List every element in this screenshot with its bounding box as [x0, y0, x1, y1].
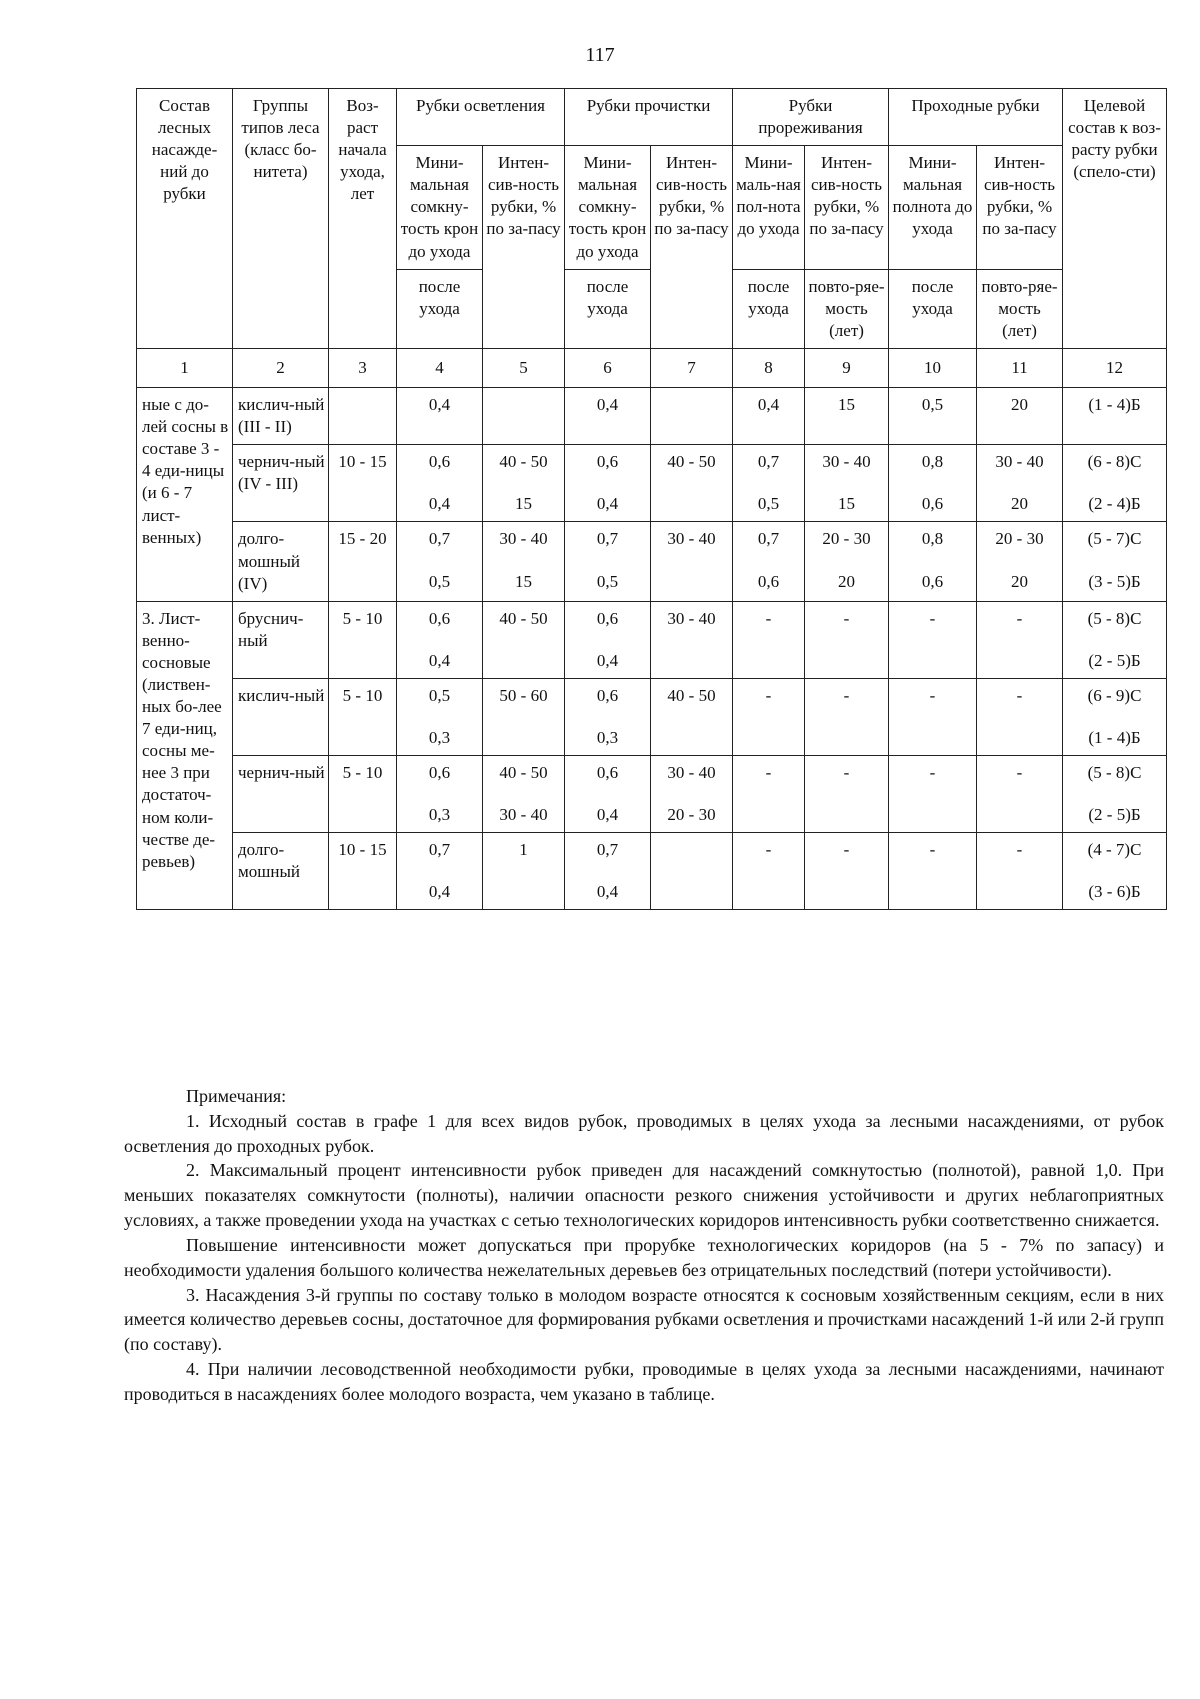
- header-min-closure: Мини-мальная сомкну-тость крон до ухода: [397, 146, 483, 269]
- cell-value: 15: [515, 571, 532, 591]
- cell-value: (5 - 8)С: [1087, 608, 1142, 628]
- cell-value: 15: [838, 395, 856, 415]
- value-cell: [889, 388, 977, 445]
- value-cell: [565, 601, 651, 678]
- value-cell: [889, 601, 977, 678]
- table-row: [137, 678, 1167, 755]
- value-cell: [889, 678, 977, 755]
- value-cell: [483, 445, 565, 522]
- cell-value: 15: [515, 494, 532, 514]
- cell-value: 20 - 30: [667, 805, 716, 825]
- note-paragraph: 3. Насаждения 3-й группы по составу только в молодом возрасте относятся к сосновым хозяйственным секциям, если в них имеется количество деревьев сосны, достаточное для формирования рубками осветления и прочистками насаждений 1-й или 2-й групп (по составу).: [124, 1284, 1164, 1355]
- cell-value: -: [929, 685, 936, 705]
- cell-value: (5 - 8)С: [1087, 763, 1142, 783]
- value-cell: [565, 388, 651, 445]
- value-cell: [977, 522, 1063, 601]
- column-number: 5: [483, 348, 565, 387]
- cell-value: 0,3: [428, 727, 451, 747]
- cell-value: 0,4: [428, 882, 451, 902]
- header-after-care: после ухода: [733, 269, 805, 348]
- forest-type-cell: долго-мошный (IV): [233, 522, 329, 601]
- cell-value: 30 - 40: [667, 763, 716, 783]
- value-cell: [483, 756, 565, 833]
- cell-value: 0,7: [428, 840, 451, 860]
- cell-value: 0,7: [596, 529, 619, 549]
- forest-type-cell: кислич-ный: [233, 678, 329, 755]
- header-intensity: Интен-сив-ность рубки, % по за-пасу: [483, 146, 565, 349]
- value-cell: [483, 601, 565, 678]
- cell-value: 0,5: [428, 571, 451, 591]
- value-cell: [977, 388, 1063, 445]
- cell-value: (3 - 5)Б: [1088, 571, 1141, 591]
- cell-value: 0,5: [757, 494, 780, 514]
- cell-value: 0,3: [596, 727, 619, 747]
- cell-value: -: [765, 840, 772, 860]
- cell-value: 40 - 50: [499, 608, 548, 628]
- value-cell: [977, 601, 1063, 678]
- header-repeatability: повто-ряе-мость (лет): [977, 269, 1063, 348]
- cell-value: 30 - 40: [667, 608, 716, 628]
- value-cell: [1063, 678, 1167, 755]
- value-cell: [805, 522, 889, 601]
- cell-value: 40 - 50: [499, 452, 548, 472]
- header-forest-groups: Группы типов леса (класс бо-нитета): [233, 89, 329, 349]
- cell-value: 0,5: [596, 571, 619, 591]
- cell-value: -: [765, 608, 772, 628]
- value-cell: [977, 678, 1063, 755]
- cell-value: (6 - 8)С: [1087, 452, 1142, 472]
- cell-value: 0,6: [757, 571, 780, 591]
- value-cell: [397, 388, 483, 445]
- cell-value: [654, 727, 729, 749]
- value-cell: [651, 756, 733, 833]
- value-cell: [483, 522, 565, 601]
- cell-value: 20 - 30: [995, 529, 1044, 549]
- column-number: 12: [1063, 348, 1167, 387]
- value-cell: [805, 601, 889, 678]
- cell-value: -: [843, 608, 850, 628]
- cell-value: 15: [838, 494, 856, 514]
- value-cell: [651, 522, 733, 601]
- cell-value: 30 - 40: [499, 805, 548, 825]
- header-min-closure: Мини-мальная сомкну-тость крон до ухода: [565, 146, 651, 269]
- table-row: [137, 601, 1167, 678]
- cell-value: -: [929, 763, 936, 783]
- column-number: 8: [733, 348, 805, 387]
- header-repeatability: повто-ряе-мость (лет): [805, 269, 889, 348]
- cell-value: (1 - 4)Б: [1088, 395, 1141, 415]
- cell-value: -: [929, 608, 936, 628]
- value-cell: [733, 388, 805, 445]
- cell-value: 0,8: [921, 452, 944, 472]
- table-row: [137, 522, 1167, 601]
- cell-value: 0,6: [428, 452, 451, 472]
- table-row: [137, 445, 1167, 522]
- value-cell: [889, 445, 977, 522]
- cell-value: -: [765, 763, 772, 783]
- value-cell: [805, 756, 889, 833]
- value-cell: [805, 388, 889, 445]
- cell-value: 0,6: [596, 452, 619, 472]
- composition-cell: 3. Лист-венно-сосновые (листвен-ных бо-лее 7 еди-ниц, сосны ме-нее 3 при достаточ-ном коли-честве де-ревьев): [137, 601, 233, 910]
- cell-value: 0,4: [428, 650, 451, 670]
- header-passage-cuts: Проходные рубки: [889, 89, 1063, 146]
- cell-value: (6 - 9)С: [1087, 685, 1142, 705]
- cell-value: 0,7: [596, 840, 619, 860]
- notes-section: [124, 1084, 1164, 1407]
- cell-value: 0,6: [428, 763, 451, 783]
- value-cell: [483, 678, 565, 755]
- cell-value: 20 - 30: [822, 529, 871, 549]
- cell-value: [654, 650, 729, 672]
- cell-value: -: [1016, 685, 1023, 705]
- cell-value: 30 - 40: [667, 529, 716, 549]
- table-row: [137, 833, 1167, 910]
- value-cell: [977, 756, 1063, 833]
- value-cell: [733, 522, 805, 601]
- cell-value: (2 - 4)Б: [1088, 494, 1141, 514]
- value-cell: [651, 445, 733, 522]
- forest-type-cell: бруснич-ный: [233, 601, 329, 678]
- value-cell: [733, 445, 805, 522]
- value-cell: [483, 833, 565, 910]
- cell-value: -: [1016, 608, 1023, 628]
- cell-value: [654, 881, 729, 903]
- value-cell: [805, 833, 889, 910]
- cell-value: 0,4: [596, 805, 619, 825]
- forest-type-cell: долго-мошный: [233, 833, 329, 910]
- value-cell: [733, 756, 805, 833]
- value-cell: [733, 833, 805, 910]
- column-number: 9: [805, 348, 889, 387]
- value-cell: [397, 756, 483, 833]
- header-target-composition: Целевой состав к воз-расту рубки (спело-сти): [1063, 89, 1167, 349]
- value-cell: [805, 445, 889, 522]
- cell-value: 0,4: [596, 395, 619, 415]
- cell-value: 0,6: [596, 685, 619, 705]
- cell-value: -: [1016, 840, 1023, 860]
- note-paragraph: 4. При наличии лесоводственной необходимости рубки, проводимые в целях ухода за лесными насаждениями, начинают проводиться в насаждениях более молодого возраста, чем указано в таблице.: [124, 1359, 1164, 1404]
- cell-value: 0,4: [596, 882, 619, 902]
- notes-title: Примечания:: [186, 1086, 287, 1106]
- cell-value: 0,4: [596, 494, 619, 514]
- header-row: [137, 89, 1167, 146]
- header-intensity: Интен-сив-ность рубки, % по за-пасу: [977, 146, 1063, 269]
- value-cell: [483, 388, 565, 445]
- cell-value: (5 - 7)С: [1087, 529, 1142, 549]
- cell-value: (1 - 4)Б: [1088, 727, 1141, 747]
- cell-value: 0,8: [921, 529, 944, 549]
- start-age-cell: 10 - 15: [329, 833, 397, 910]
- start-age-cell: [329, 388, 397, 445]
- cell-value: 1: [519, 840, 528, 860]
- cell-value: 0,3: [428, 805, 451, 825]
- value-cell: [977, 445, 1063, 522]
- cell-value: [654, 493, 729, 515]
- start-age-cell: 5 - 10: [329, 678, 397, 755]
- cell-value: 20: [1011, 571, 1029, 591]
- cell-value: 0,6: [921, 494, 944, 514]
- value-cell: [1063, 756, 1167, 833]
- table-body: [137, 388, 1167, 910]
- note-paragraph: 2. Максимальный процент интенсивности рубок приведен для насаждений сомкнутостью (полнотой), равной 1,0. При меньших показателях сомкнутости (полноты), наличии опасности резкого снижения устойчивости и других неблагоприятных условиях, а также проведении ухода на участках с сетью технологических коридоров интенсивность рубки соответственно снижается.: [124, 1160, 1164, 1231]
- start-age-cell: 10 - 15: [329, 445, 397, 522]
- value-cell: [889, 522, 977, 601]
- value-cell: [397, 445, 483, 522]
- cell-value: [486, 881, 561, 903]
- start-age-cell: 5 - 10: [329, 756, 397, 833]
- header-thinning-cuts: Рубки прореживания: [733, 89, 889, 146]
- cell-value: (4 - 7)С: [1087, 840, 1142, 860]
- cell-value: 20: [838, 571, 856, 591]
- header-min-density: Мини-маль-ная пол-нота до ухода: [733, 146, 805, 269]
- value-cell: [651, 678, 733, 755]
- value-cell: [397, 601, 483, 678]
- value-cell: [1063, 445, 1167, 522]
- column-number: 11: [977, 348, 1063, 387]
- value-cell: [565, 522, 651, 601]
- header-min-density: Мини-мальная полнота до ухода: [889, 146, 977, 269]
- value-cell: [733, 678, 805, 755]
- header-intensity: Интен-сив-ность рубки, % по за-пасу: [651, 146, 733, 349]
- cell-value: 0,5: [428, 685, 451, 705]
- value-cell: [1063, 833, 1167, 910]
- cell-value: 0,4: [596, 650, 619, 670]
- page-number: 117: [585, 44, 615, 66]
- cell-value: [486, 394, 561, 416]
- cell-value: 0,7: [757, 452, 780, 472]
- header-cleaning-cuts: Рубки осветления: [397, 89, 565, 146]
- cell-value: -: [843, 685, 850, 705]
- value-cell: [397, 678, 483, 755]
- cell-value: 0,5: [921, 395, 944, 415]
- cell-value: 0,6: [428, 608, 451, 628]
- header-clearing-cuts: Рубки прочистки: [565, 89, 733, 146]
- table-row: [137, 756, 1167, 833]
- value-cell: [977, 833, 1063, 910]
- value-cell: [1063, 522, 1167, 601]
- forest-type-cell: кислич-ный (III - II): [233, 388, 329, 445]
- cell-value: 30 - 40: [822, 452, 871, 472]
- column-number: 4: [397, 348, 483, 387]
- value-cell: [397, 522, 483, 601]
- cell-value: 40 - 50: [499, 763, 548, 783]
- header-start-age: Воз-раст начала ухода, лет: [329, 89, 397, 349]
- cell-value: 20: [1011, 395, 1029, 415]
- table-row: [137, 388, 1167, 445]
- header-after-care: после ухода: [397, 269, 483, 348]
- cell-value: 0,4: [757, 395, 780, 415]
- start-age-cell: 15 - 20: [329, 522, 397, 601]
- cell-value: (2 - 5)Б: [1088, 805, 1141, 825]
- cell-value: [654, 571, 729, 593]
- cell-value: [654, 839, 729, 861]
- cell-value: 0,6: [596, 608, 619, 628]
- column-number: 2: [233, 348, 329, 387]
- value-cell: [651, 833, 733, 910]
- column-number: 6: [565, 348, 651, 387]
- cell-value: 0,4: [428, 494, 451, 514]
- forest-care-table: [136, 88, 1167, 910]
- cell-value: (3 - 6)Б: [1088, 882, 1141, 902]
- value-cell: [565, 445, 651, 522]
- header-after-care: после ухода: [565, 269, 651, 348]
- table-header: [137, 89, 1167, 388]
- cell-value: (2 - 5)Б: [1088, 650, 1141, 670]
- cell-value: 0,4: [428, 395, 451, 415]
- header-composition: Состав лесных насажде-ний до рубки: [137, 89, 233, 349]
- composition-cell: ные с до-лей сосны в составе 3 - 4 еди-ницы (и 6 - 7 лист-венных): [137, 388, 233, 602]
- value-cell: [397, 833, 483, 910]
- cell-value: 20: [1011, 494, 1029, 514]
- start-age-cell: 5 - 10: [329, 601, 397, 678]
- cell-value: 50 - 60: [499, 685, 548, 705]
- forest-type-cell: чернич-ный (IV - III): [233, 445, 329, 522]
- value-cell: [565, 678, 651, 755]
- cell-value: 40 - 50: [667, 685, 716, 705]
- value-cell: [651, 601, 733, 678]
- cell-value: 40 - 50: [667, 452, 716, 472]
- value-cell: [889, 756, 977, 833]
- value-cell: [805, 678, 889, 755]
- column-number: 3: [329, 348, 397, 387]
- forest-type-cell: чернич-ный: [233, 756, 329, 833]
- cell-value: -: [765, 685, 772, 705]
- cell-value: 0,6: [921, 571, 944, 591]
- cell-value: 30 - 40: [995, 452, 1044, 472]
- column-number-row: [137, 348, 1167, 387]
- value-cell: [1063, 388, 1167, 445]
- cell-value: 0,7: [757, 529, 780, 549]
- cell-value: [486, 650, 561, 672]
- value-cell: [651, 388, 733, 445]
- cell-value: -: [843, 763, 850, 783]
- header-after-care: после ухода: [889, 269, 977, 348]
- value-cell: [733, 601, 805, 678]
- value-cell: [1063, 601, 1167, 678]
- cell-value: -: [843, 840, 850, 860]
- cell-value: 0,6: [596, 763, 619, 783]
- value-cell: [565, 756, 651, 833]
- note-paragraph: Повышение интенсивности может допускаться при прорубке технологических коридоров (на 5 - 7% по запасу) и необходимости удаления большого количества нежелательных деревьев без отрицательных последствий (потери устойчивости).: [124, 1234, 1164, 1280]
- cell-value: [654, 394, 729, 416]
- cell-value: 30 - 40: [499, 529, 548, 549]
- column-number: 7: [651, 348, 733, 387]
- cell-value: -: [929, 840, 936, 860]
- column-number: 10: [889, 348, 977, 387]
- column-number: 1: [137, 348, 233, 387]
- value-cell: [565, 833, 651, 910]
- cell-value: -: [1016, 763, 1023, 783]
- value-cell: [889, 833, 977, 910]
- cell-value: 0,7: [428, 529, 451, 549]
- cell-value: [486, 727, 561, 749]
- header-intensity: Интен-сив-ность рубки, % по за-пасу: [805, 146, 889, 269]
- note-paragraph: 1. Исходный состав в графе 1 для всех видов рубок, проводимых в целях ухода за лесными насаждениями, от рубок осветления до проходных рубок.: [124, 1110, 1164, 1156]
